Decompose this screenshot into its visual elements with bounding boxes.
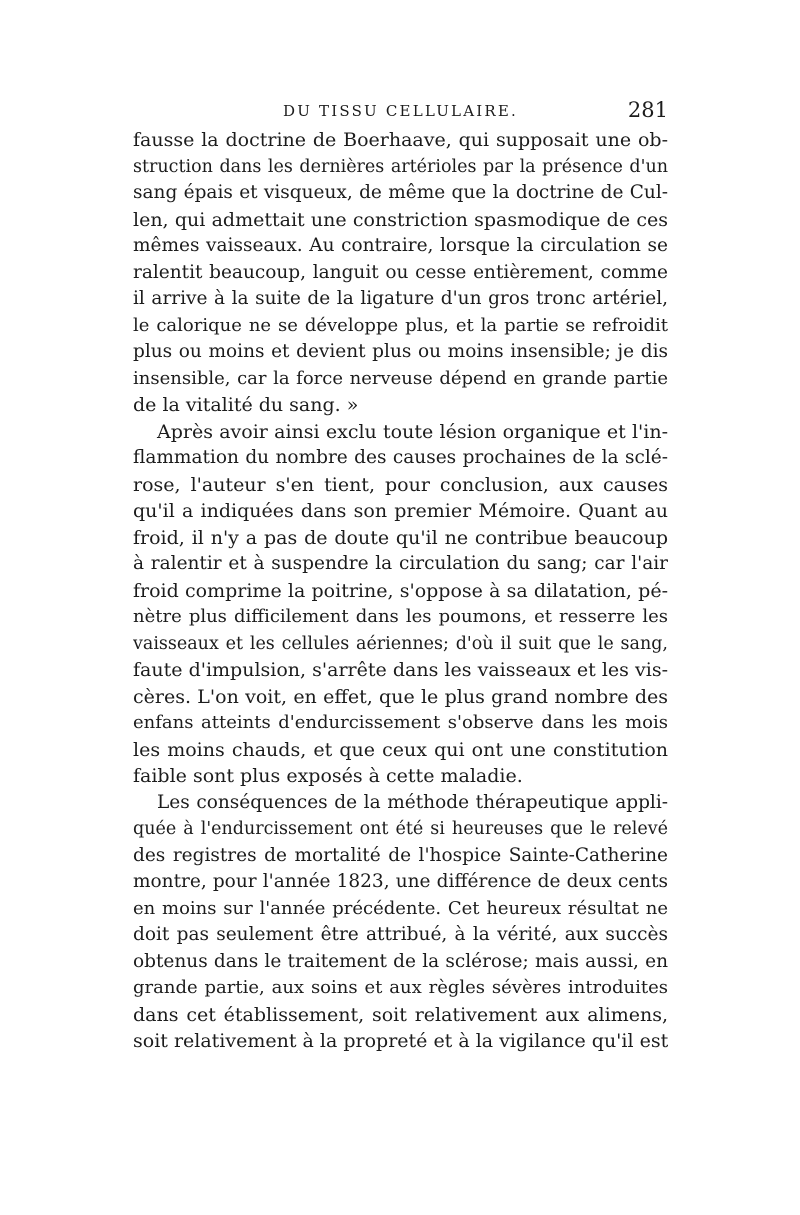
text-line: qu'il a indiquées dans son premier Mémoire. Quant au <box>133 500 668 522</box>
text-line: obtenus dans le traitement de la sclérose; mais aussi, en <box>133 950 668 972</box>
text-line: flammation du nombre des causes prochaines de la sclé- <box>133 447 668 468</box>
text-line: à ralentir et à suspendre la circulation du sang; car l'air <box>133 553 668 574</box>
text-line: de la vitalité du sang. » <box>133 394 359 416</box>
text-line: froid comprime la poitrine, s'oppose à sa dilatation, pé- <box>133 579 668 602</box>
text-line: froid, il n'y a pas de doute qu'il ne contribue beaucoup <box>133 526 668 549</box>
text-line: mêmes vaisseaux. Au contraire, lorsque la circulation se <box>133 235 668 256</box>
text-line: len, qui admettait une constriction spasmodique de ces <box>133 208 668 231</box>
text-line: Les conséquences de la méthode thérapeutique appli- <box>157 791 668 813</box>
text-line: grande partie, aux soins et aux règles sévères introduites <box>133 977 668 998</box>
page-header <box>133 97 668 127</box>
page-number: 281 <box>627 98 668 122</box>
text-line: sang épais et visqueux, de même que la doctrine de Cul- <box>133 182 668 203</box>
text-line: il arrive à la suite de la ligature d'un gros tronc artériel, <box>133 288 668 309</box>
text-line: en moins sur l'année précédente. Cet heureux résultat ne <box>133 897 668 919</box>
text-line: enfans atteints d'endurcissement s'observe dans les mois <box>133 712 668 733</box>
text-line: soit relativement à la propreté et à la vigilance qu'il est <box>133 1030 668 1052</box>
text-line: plus ou moins et devient plus ou moins insensible; je dis <box>133 341 668 362</box>
text-line: vaisseaux et les cellules aériennes; d'où il suit que le sang, <box>133 633 668 654</box>
text-line: le calorique ne se développe plus, et la partie se refroidit <box>133 314 668 336</box>
text-line: rose, l'auteur s'en tient, pour conclusion, aux causes <box>133 473 668 496</box>
text-line: les moins chauds, et que ceux qui ont une constitution <box>133 738 668 761</box>
text-line: montre, pour l'année 1823, une différence de deux cents <box>133 871 668 892</box>
text-line: ralentit beaucoup, languit ou cesse entièrement, comme <box>133 261 668 283</box>
text-line: Après avoir ainsi exclu toute lésion organique et l'in- <box>157 420 668 443</box>
text-line: insensible, car la force nerveuse dépend en grande partie <box>133 367 668 389</box>
text-line: struction dans les dernières artérioles par la présence d'un <box>133 156 668 177</box>
text-line: quée à l'endurcissement ont été si heureuses que le relevé <box>133 819 668 839</box>
text-line: doit pas seulement être attribué, à la vérité, aux succès <box>133 924 668 945</box>
running-title: DU TISSU CELLULAIRE. <box>283 102 518 120</box>
text-line: dans cet établissement, soit relativement aux alimens, <box>133 1003 668 1026</box>
body-text <box>133 127 668 1055</box>
text-line: nètre plus difficilement dans les poumons, et resserre les <box>133 606 668 627</box>
text-line: fausse la doctrine de Boerhaave, qui supposait une ob- <box>133 129 668 151</box>
text-line: cères. L'on voit, en effet, que le plus grand nombre des <box>133 685 668 708</box>
text-line: faible sont plus exposés à cette maladie. <box>133 765 523 787</box>
text-line: des registres de mortalité de l'hospice Sainte-Catherine <box>133 844 668 866</box>
text-line: faute d'impulsion, s'arrête dans les vaisseaux et les vis- <box>133 659 668 681</box>
